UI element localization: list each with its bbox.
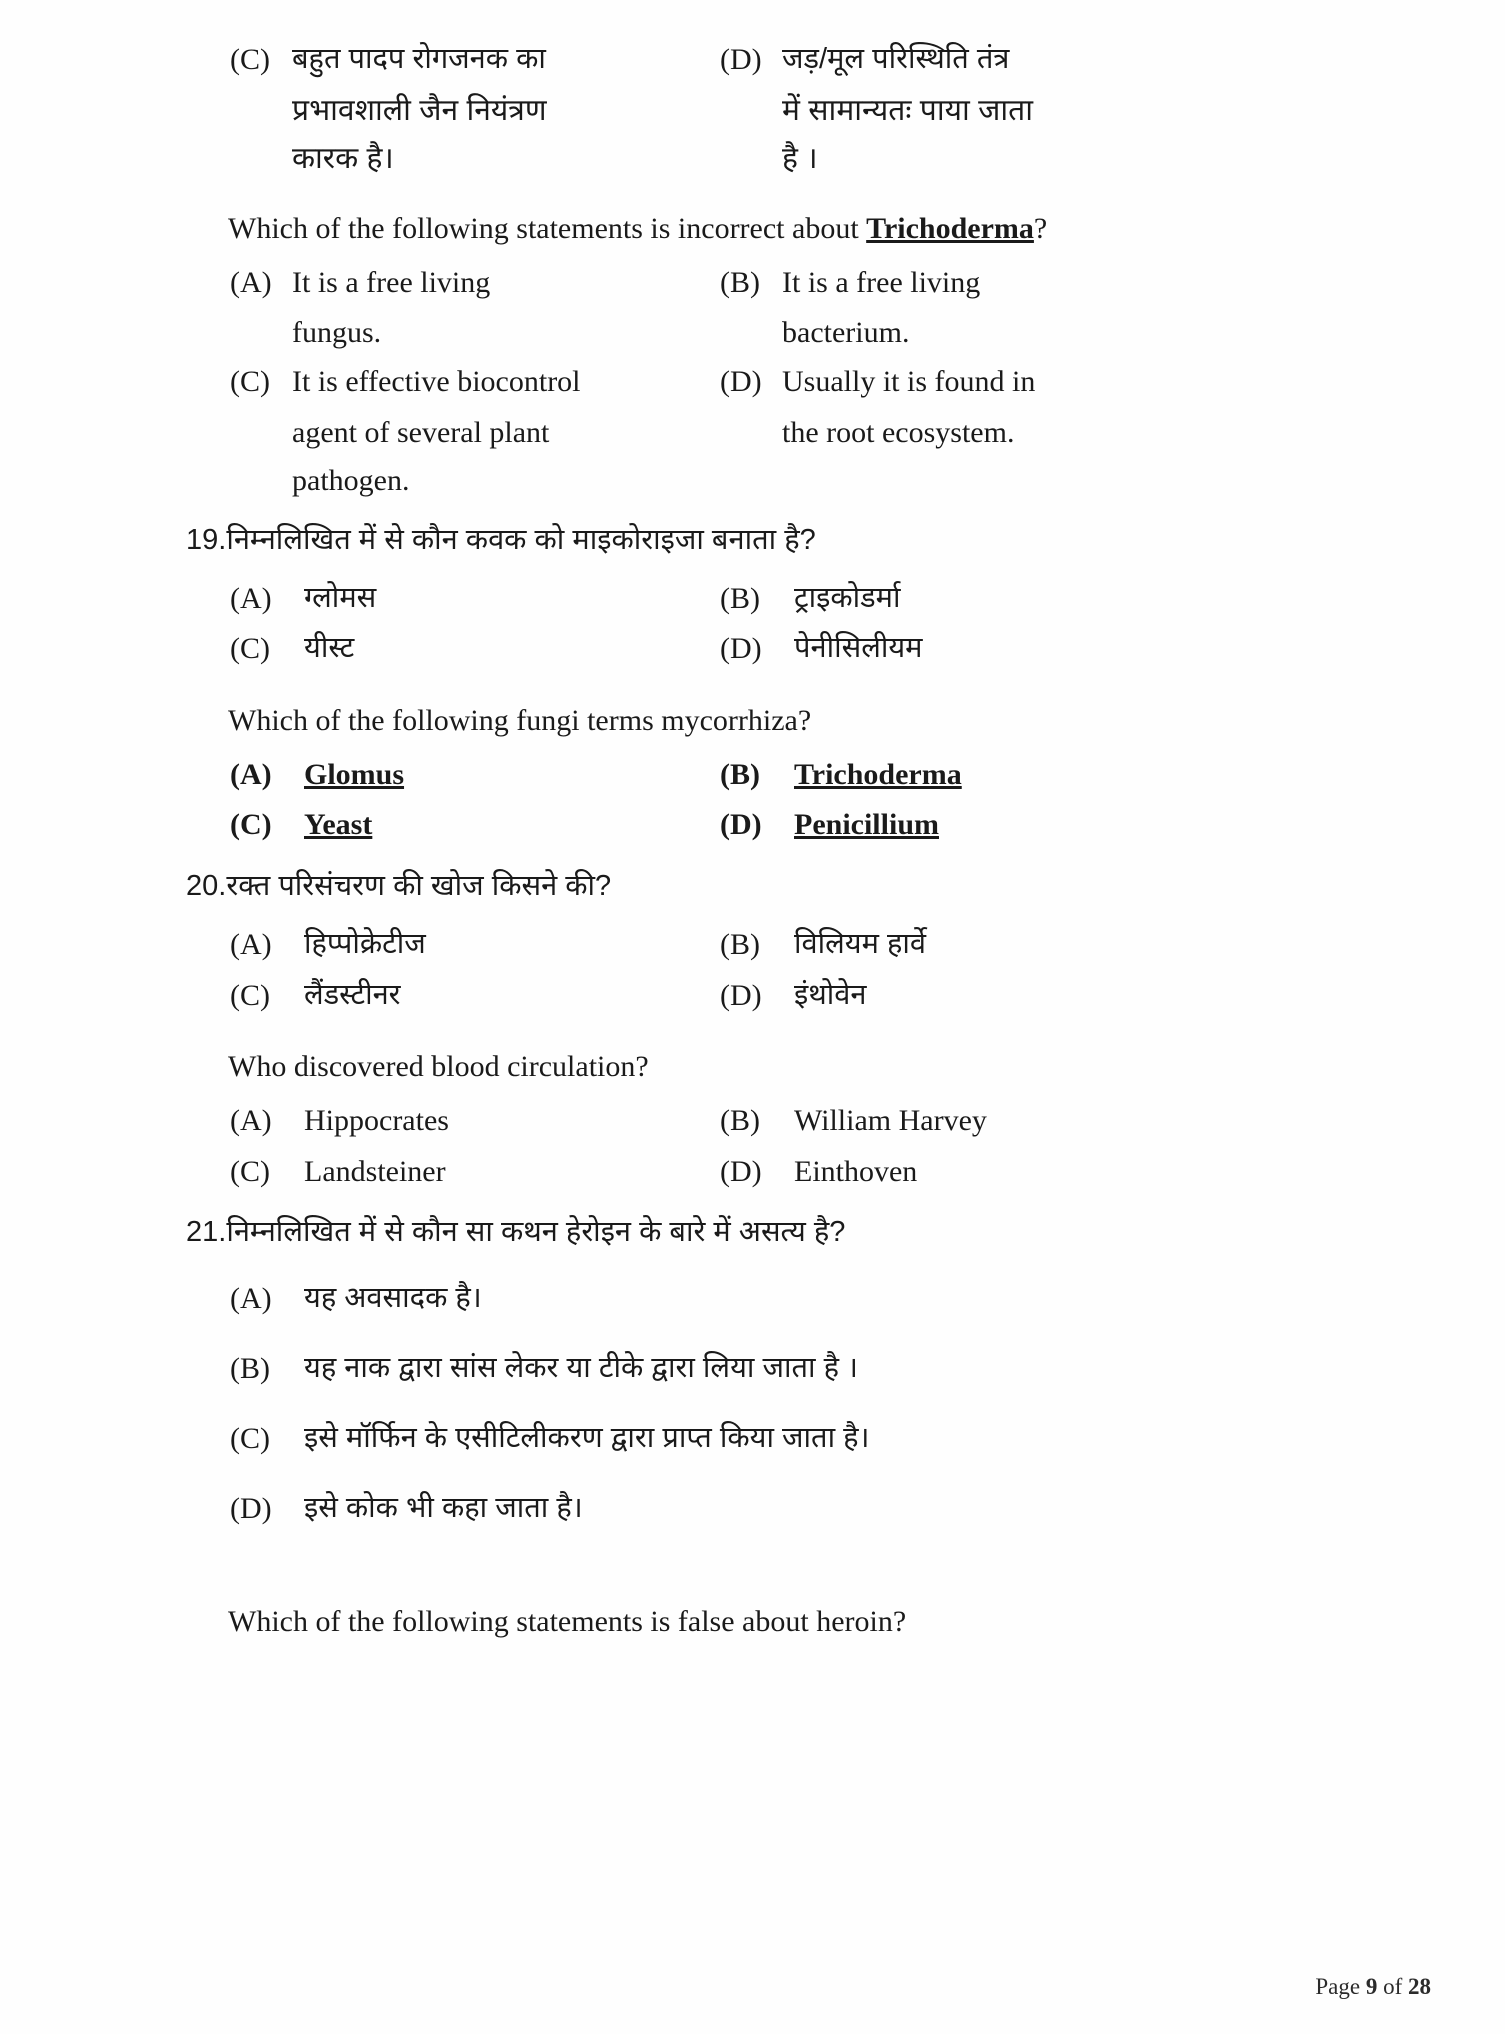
option-block-d [720,36,1320,184]
q20-en-option-a-text: Hippocrates [304,1104,449,1138]
q19-option-a-label: (A) [230,581,272,615]
q19-en-option-d-label: (D) [720,808,762,842]
q20-number: 20. [186,870,227,903]
q20-option-d-label: (D) [720,978,762,1012]
q20-en-option-c-label: (C) [230,1154,270,1188]
q19-en-option-a [230,751,700,800]
footer-page-number: 9 [1365,1974,1378,1999]
q19-option-c-text: यीस्ट [304,632,355,665]
q21-option-b [230,1345,1320,1393]
q20-hindi-stem [186,864,1320,909]
q21-option-a-label: (A) [230,1282,272,1316]
q20-option-a [230,921,700,970]
q19-en-option-b [720,751,1320,800]
q18-stem-prefix: Which of the following statements is incorrect about [228,211,867,245]
q21-option-d-label: (D) [230,1492,272,1526]
q18-stem-suffix: ? [1033,211,1048,245]
option-text-d-en-line1: Usually it is found in [782,364,1036,398]
q20-en-option-c [230,1148,700,1197]
option-text-c-line2: प्रभावशाली जैन नियंत्रण [292,93,547,127]
q21-hindi-stem [186,1210,1320,1255]
q20-en-option-d [720,1148,1320,1197]
q21-option-c [230,1415,1320,1463]
q20-option-b [720,921,1320,970]
q19-hindi-stem [186,518,1320,563]
q21-stem-text: निम्नलिखित में से कौन सा कथन हेरोइन के बारे में असत्य है? [226,1216,846,1249]
q21-option-b-label: (B) [230,1352,270,1386]
q20-en-option-b-text: William Harvey [794,1104,987,1138]
q21-option-a-text: यह अवसादक है। [304,1282,482,1315]
q20-en-option-d-text: Einthoven [794,1154,918,1188]
q19-option-a [230,575,700,624]
q21-option-c-label: (C) [230,1422,270,1456]
q20-option-a-text: हिप्पोक्रेटीज [304,928,426,960]
option-label-d-en: (D) [720,364,762,398]
page-footer [1315,1974,1431,2000]
q19-en-option-a-text: Glomus [304,757,405,791]
q19-english-stem: Which of the following fungi terms mycorrhiza? [228,703,812,737]
q19-hindi-options [230,575,1320,676]
q19-option-c [230,625,700,674]
q19-option-d-label: (D) [720,632,762,666]
option-block-b-en [720,259,1320,358]
q18-english-options [230,259,1320,506]
q20-en-option-d-label: (D) [720,1154,762,1188]
q20-option-a-label: (A) [230,928,272,961]
q19-option-b [720,575,1320,624]
q20-english-stem: Who discovered blood circulation? [228,1050,649,1084]
option-label-a: (A) [230,265,272,299]
option-text-d-line2: में सामान्यतः पाया जाता [782,93,1033,127]
q19-option-c-label: (C) [230,632,270,666]
q20-en-option-b [720,1097,1320,1146]
q19-option-d [720,625,1320,674]
q21-option-d [230,1485,1320,1533]
option-label-d: (D) [720,43,762,76]
q19-number: 19. [186,523,227,556]
footer-prefix: Page [1315,1974,1361,1999]
option-text-a-line2: fungus. [292,316,382,350]
q19-english-options [230,751,1320,852]
option-label-b: (B) [720,265,760,299]
q21-option-d-text: इसे कोक भी कहा जाता है। [304,1492,583,1525]
q18-stem-term: Trichoderma [866,211,1034,245]
option-text-c-line3: कारक है। [292,142,394,176]
page-content [186,36,1320,1652]
q19-stem-text: निम्नलिखित में से कौन कवक को माइकोराइजा बनाता है? [226,523,816,556]
option-text-c-en-line1: It is effective biocontrol [292,364,581,398]
q21-english-stem: Which of the following statements is false about heroin? [228,1605,907,1639]
q21-option-b-text: यह नाक द्वारा सांस लेकर या टीके द्वारा लिया जाता है । [304,1352,859,1385]
q19-en-option-c-label: (C) [230,808,272,842]
footer-middle: of [1383,1974,1403,1999]
q19-option-b-label: (B) [720,581,760,615]
q20-option-b-text: विलियम हार्वे [794,928,927,960]
q19-option-d-text: पेनीसिलीयम [794,632,923,665]
q20-hindi-options [230,921,1320,1022]
q20-english-options [230,1097,1320,1198]
q19-en-option-a-label: (A) [230,757,272,791]
q20-option-c-label: (C) [230,978,270,1012]
q20-en-option-c-text: Landsteiner [304,1154,446,1188]
q20-option-d-text: इंथोवेन [794,978,867,1011]
option-text-c-en-line3: pathogen. [292,464,410,498]
q19-en-option-b-text: Trichoderma [794,757,962,791]
q19-en-option-c-text: Yeast [304,808,373,842]
q20-option-c [230,972,700,1021]
q20-en-option-b-label: (B) [720,1104,760,1138]
q21-number: 21. [186,1216,227,1249]
q19-en-option-b-label: (B) [720,757,760,791]
option-block-c-en [230,358,700,506]
q19-en-option-d [720,801,1320,850]
option-text-d-line3: है । [782,142,818,176]
q19-en-option-d-text: Penicillium [794,808,939,842]
q21-option-c-text: इसे मॉर्फिन के एसीटिलीकरण द्वारा प्राप्त किया जाता है। [304,1422,870,1455]
q18-hindi-options [230,36,1320,184]
q20-option-b-label: (B) [720,928,760,961]
option-text-d-line1: जड़/मूल परिस्थिति तंत्र [782,43,1010,75]
q19-option-b-text: ट्राइकोडर्मा [794,581,901,614]
q20-option-c-text: लैंडस्टीनर [304,978,401,1011]
q21-option-a [230,1275,1320,1323]
q20-en-option-a [230,1097,700,1146]
footer-total-pages: 28 [1408,1974,1431,1999]
option-text-c-en-line2: agent of several plant [292,415,550,449]
q20-stem-text: रक्त परिसंचरण की खोज किसने की? [226,870,612,903]
option-block-d-en [720,358,1320,506]
option-label-c-en: (C) [230,364,270,398]
option-text-d-en-line2: the root ecosystem. [782,415,1015,449]
option-text-b-line2: bacterium. [782,316,910,350]
option-block-c [230,36,700,184]
q18-english-stem [228,206,1320,251]
option-label-c: (C) [230,43,270,76]
option-text-b-line1: It is a free living [782,265,981,299]
option-block-a-en [230,259,700,358]
q20-option-d [720,972,1320,1021]
q19-en-option-c [230,801,700,850]
q20-en-option-a-label: (A) [230,1104,272,1138]
option-text-a-line1: It is a free living [292,265,491,299]
q19-option-a-text: ग्लोमस [304,581,377,614]
option-text-c-line1: बहुत पादप रोगजनक का [292,43,546,75]
